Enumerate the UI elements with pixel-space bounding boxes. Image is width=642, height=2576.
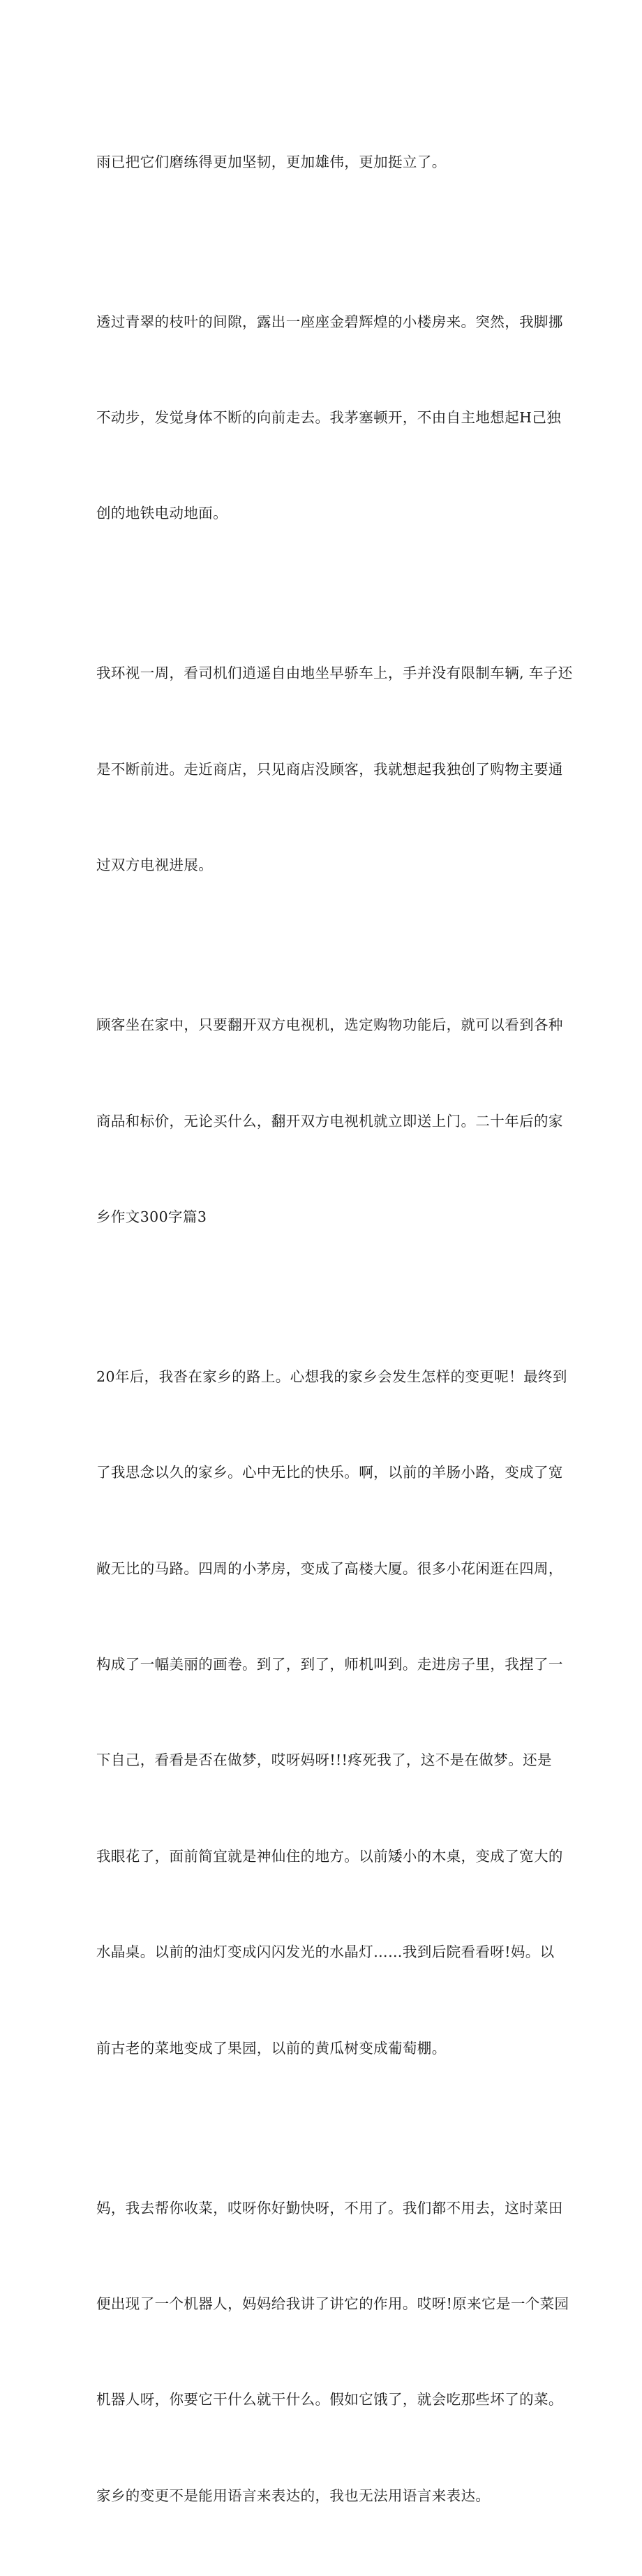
paragraph-4 — [96, 946, 563, 1298]
text-line: 我眼花了，面前简宜就是神仙住的地方。以前矮小的木桌，变成了宽大的 — [96, 1847, 563, 1865]
paragraph-6 — [96, 2129, 569, 2576]
text-line: 家乡的变更不是能用语言来表达的，我也无法用语言来表达。 — [96, 2487, 491, 2504]
document-body — [96, 82, 573, 2576]
text-line: 不动步，发觉身体不断的向前走去。我茅塞顿开，不由自主地想起H己独 — [96, 408, 562, 426]
text-line: 过双方电视进展。 — [96, 857, 214, 874]
text-line: 妈，我去帮你收菜，哎呀你好勤快呀，不用了。我们都不用去，这时菜田 — [96, 2199, 563, 2216]
text-line: 构成了一幅美丽的画卷。到了，到了，师机叫到。走进房子里，我捏了一 — [96, 1656, 563, 1673]
text-line: 雨已把它们磨练得更加坚韧，更加雄伟，更加挺立了。 — [96, 153, 447, 170]
text-line: 前古老的菜地变成了果园，以前的黄瓜树变成葡萄棚。 — [96, 2039, 447, 2057]
text-line: 下自己，看看是否在做梦，哎呀妈呀!!!疼死我了，这不是在做梦。还是 — [96, 1752, 552, 1769]
text-line: 创的地铁电动地面。 — [96, 505, 228, 522]
text-line: 便出现了一个机器人，妈妈给我讲了讲它的作用。哎呀!原来它是一个菜园 — [96, 2295, 569, 2312]
text-line: 水晶桌。以前的油灯变成闪闪发光的水晶灯……我到后院看看呀!妈。以 — [96, 1944, 555, 1961]
paragraph-2 — [96, 242, 563, 594]
text-line: 透过青翠的枝叶的间隙，露出一座座金碧辉煌的小楼房来。突然，我脚挪 — [96, 313, 563, 330]
text-line: 我环视一周，看司机们逍遥自由地坐早骄车上，手并没有限制车辆, 车子还 — [96, 665, 573, 682]
paragraph-1 — [96, 82, 550, 242]
text-line: 20年后，我沓在家乡的路上。心想我的家乡会发生怎样的变更呢！最终到 — [96, 1368, 567, 1385]
text-line: 商品和标价，无论买什么，翻开双方电视机就立即送上门。二十年后的家 — [96, 1112, 563, 1130]
text-line: 是不断前进。走近商店，只见商店没顾客，我就想起我独创了购物主要通 — [96, 760, 563, 778]
paragraph-5 — [96, 1297, 567, 2129]
text-line: 顾客坐在家中，只要翻开双方电视机，选定购物功能后，就可以看到各种 — [96, 1016, 563, 1034]
text-line: 了我思念以久的家乡。心中无比的快乐。啊，以前的羊肠小路，变成了宽 — [96, 1464, 563, 1481]
text-line: 敞无比的马路。四周的小茅房，变成了高楼大厦。很多小花闲逛在四周， — [96, 1560, 563, 1577]
paragraph-3 — [96, 594, 573, 946]
section-heading-line: 乡作文300字篇3 — [96, 1208, 207, 1225]
text-line: 机器人呀，你要它干什么就干什么。假如它饿了，就会吃那些坏了的菜。 — [96, 2391, 563, 2408]
